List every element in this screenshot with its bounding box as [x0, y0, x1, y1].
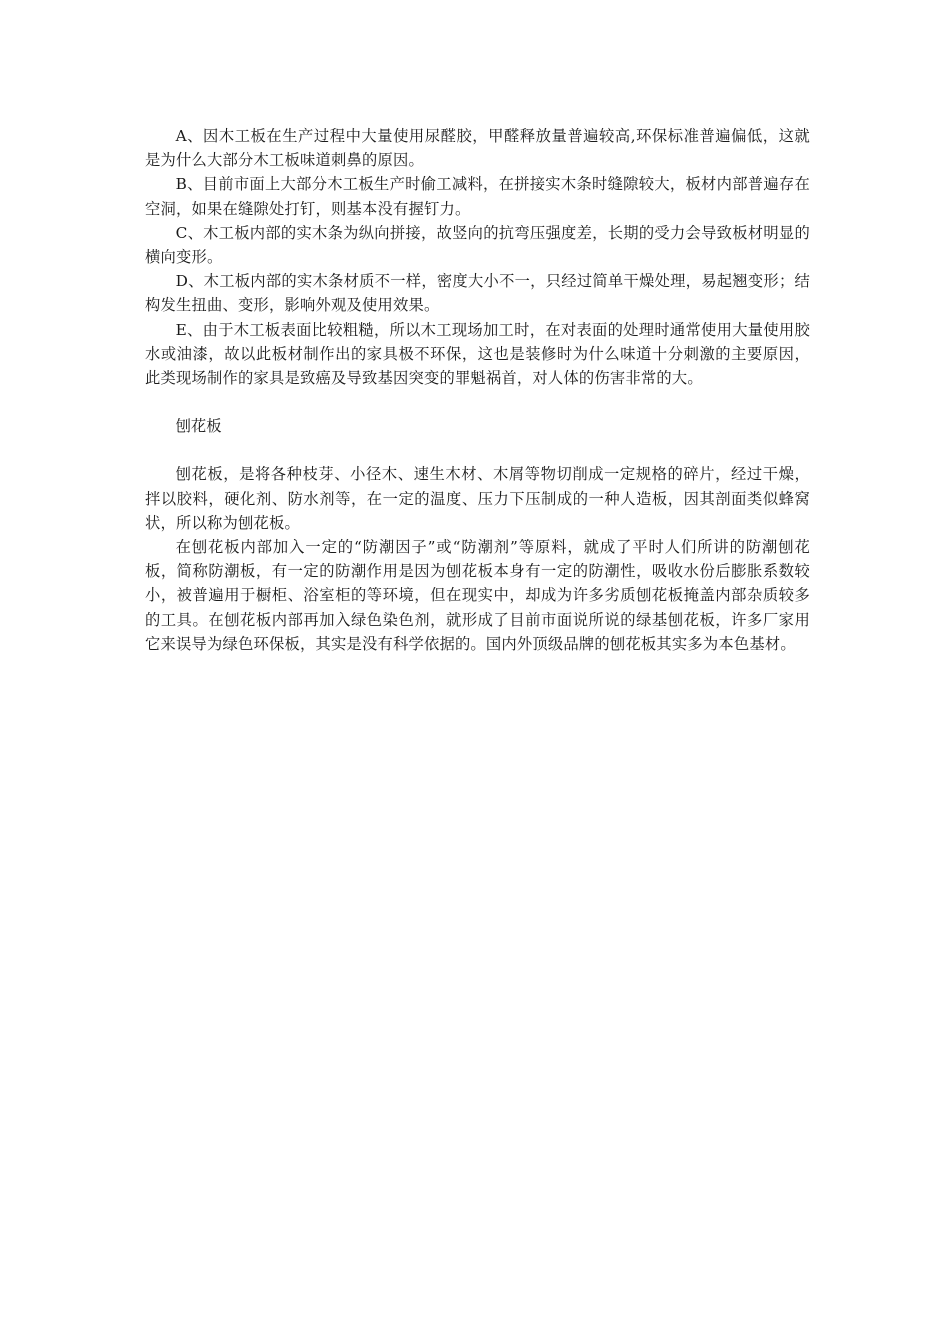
document-page — [145, 124, 810, 656]
paragraph-moisture-proof: 在刨花板内部加入一定的“防潮因子”或“防潮剂”等原料，就成了平时人们所讲的防潮刨花板，简称防潮板，有一定的防潮作用是因为刨花板本身有一定的防潮性，吸收水份后膨胀系数较小，被普遍用于橱柜、浴室柜的等环境，但在现实中，却成为许多劣质刨花板掩盖内部杂质较多的工具。在刨花板内部再加入绿色染色剂，就形成了目前市面说所说的绿基刨花板，许多厂家用它来误导为绿色环保板，其实是没有科学依据的。国内外顶级品牌的刨花板其实多为本色基材。 — [145, 538, 810, 653]
list-item-a: A、因木工板在生产过程中大量使用尿醛胶，甲醛释放量普遍较高,环保标准普遍偏低，这就是为什么大部分木工板味道刺鼻的原因。 — [145, 127, 810, 170]
particle-board-section — [145, 462, 810, 656]
list-item-e: E、由于木工板表面比较粗糙，所以木工现场加工时，在对表面的处理时通常使用大量使用胶水或油漆，故以此板材制作出的家具极不环保，这也是装修时为什么味道十分刺激的主要原因，此类现场制作的家具是致癌及导致基因突变的罪魁祸首，对人体的伤害非常的大。 — [145, 320, 810, 388]
list-item-d: D、木工板内部的实木条材质不一样，密度大小不一，只经过简单干燥处理，易起翘变形；结构发生扭曲、变形，影响外观及使用效果。 — [145, 272, 810, 315]
list-item-c: C、木工板内部的实木条为纵向拼接，故竖向的抗弯压强度差，长期的受力会导致板材明显的横向变形。 — [145, 223, 810, 267]
list-item-b: B、目前市面上大部分木工板生产时偷工减料，在拼接实木条时缝隙较大，板材内部普遍存在空洞，如果在缝隙处打钉，则基本没有握钉力。 — [145, 175, 810, 218]
section-heading: 刨花板 — [175, 417, 222, 436]
wood-board-drawbacks-list — [145, 124, 810, 390]
paragraph-definition: 刨花板，是将各种枝芽、小径木、速生木材、木屑等物切削成一定规格的碎片，经过干燥，拌以胶料，硬化剂、防水剂等，在一定的温度、压力下压制成的一种人造板，因其剖面类似蜂窝状，所以称为刨花板。 — [145, 465, 810, 532]
